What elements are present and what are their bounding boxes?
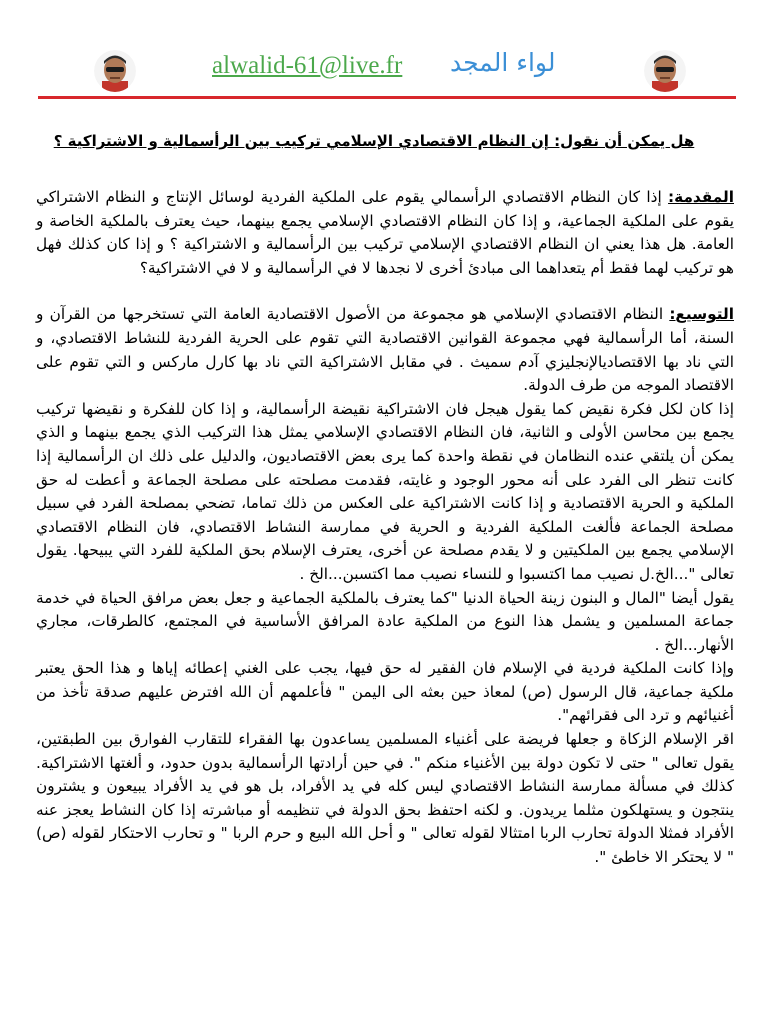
expansion-paragraph-1	[36, 303, 734, 397]
expansion-label: التوسيع:	[669, 305, 734, 324]
essay-body	[36, 186, 734, 870]
expansion-paragraph-5: اقر الإسلام الزكاة و جعلها فريضة على أغنياء المسلمين يساعدون بها الفقراء للتقارب الفوارق بين الطبقتين، يقول تعالى " حتى لا تكون دولة بين الأغنياء منكم ". في حين أرادتها الرأسمالية بدون حدود، و ألغتها الاشتراكية. كذلك في مسألة ممارسة النشاط الاقتصادي ليس كله في يد الأفراد، بل هو في يد الأفراد يبيعون و يشترون ينتجون و يستهلكون مثلما يريدون. و لكنه احتفظ بحق الدولة في تنظيمه أو مباشرته إذا كان النشاط يعجز عنه الأفراد فمثلا الدولة تحارب الربا امتثالا لقوله تعالى " و أحل الله البيع و حرم الربا " و تحارب الاحتكار لقوله (ص) " لا يحتكر الا خاطئ ".	[36, 730, 734, 867]
expansion-paragraph-4: وإذا كانت الملكية فردية في الإسلام فان الفقير له حق فيها، يجب على الغني إعطائه إياها و هذا الحق يعتبر ملكية جماعية، قال الرسول (ص) لمعاذ حين بعثه الى اليمن " فأعلمهم أن الله افترض عليهم صدقة تأخذ من أغنيائهم و ترد الى فقرائهم".	[36, 659, 734, 725]
expansion-paragraph-2: إذا كان لكل فكرة نقيض كما يقول هيجل فان الاشتراكية نقيضة الرأسمالية، و إذا كان للفكرة و نقيضها تركيب يجمع بين محاسن الأولى و الثانية، فان النظام الاقتصادي الإسلامي يمثل هذا التركيب الذي يجمع بينهما و الذي يمكن أن يلتقي عنده النظامان في نقطة واحدة كما يرى بعض الاقتصاديون، والدليل على ذلك ان الرأسمالية إذا كانت تنظر الى الفرد على أنه محور الوجود و غايته، فقدمت مصلحته على مصلحة الجماعة و أعطت له حق الملكية و الحرية الاقتصادية و إذا كانت الاشتراكية على العكس من ذلك تماما، تضحي بمصلحة الفرد في سبيل مصلحة الجماعة فألغت الملكية الفردية و الحرية في ممارسة النشاط الاقتصادي، فان النظام الاقتصادي الإسلامي يجمع بين الملكيتين و لا يقدم مصلحة عن أخرى، يعترف الإسلام بحق الملكية للفرد التي يبيحها. يقول تعالى "...الخ.ل نصيب مما اكتسبوا و للنساء نصيب مما اكتسبن...الخ .	[36, 399, 734, 583]
author-photo-right	[644, 50, 686, 92]
author-photo-left	[94, 50, 136, 92]
header-divider	[38, 96, 736, 99]
intro-paragraph	[36, 186, 734, 280]
expansion-paragraph-3: يقول أيضا "المال و البنون زينة الحياة الدنيا "كما يعترف بالملكية الجماعية و جعل بعض مرافق الحياة في خدمة جماعة المسلمين و يشمل هذا النوع من الملكية عادة المرافق الأساسية في المجتمع، كالطرقات، مجاري الأنهار...الخ .	[36, 588, 734, 654]
intro-label: المقدمة:	[668, 188, 734, 206]
site-title: لواء المجد	[450, 48, 556, 77]
page-header	[0, 0, 768, 100]
expansion-text-1: النظام الاقتصادي الإسلامي هو مجموعة من الأصول الاقتصادية العامة التي تستخرجها من القرآن و السنة، أما الرأسمالية فهي مجموعة القوانين الاقتصادية التي تقوم على الحرية الفردية للنشاط الاقتصادي، و التي ناد بها الاقتصاديالإنجليزي آدم سميث . في مقابل الاشتراكية التي ناد بها كارل ماركس و التي تقوم على الاقتصاد الموجه من طرف الدولة.	[36, 305, 734, 395]
essay-question: هل يمكن أن نقول: إن النظام الاقتصادي الإسلامي تركيب بين الرأسمالية و الاشتراكية ؟	[53, 132, 695, 150]
intro-text: إذا كان النظام الاقتصادي الرأسمالي يقوم على الملكية الفردية لوسائل الإنتاج و النظام الاشتراكي يقوم على الملكية الجماعية، و إذا كان النظام الاقتصادي الإسلامي يجمع بينهما، حيث يعترف بالملكية الخاصة و العامة. هل هذا يعني ان النظام الاقتصادي الإسلامي تركيب بين الرأسمالية و الاشتراكية ؟ و إذا كان كذلك فهل هو تركيب لهما فقط أم يتعداهما الى مبادئ أخرى لا نجدها لا في الرأسمالية و لا في الاشتراكية؟	[36, 188, 734, 277]
contact-email-link[interactable]: alwalid-61@live.fr	[212, 52, 403, 79]
paragraph-gap	[36, 280, 734, 303]
